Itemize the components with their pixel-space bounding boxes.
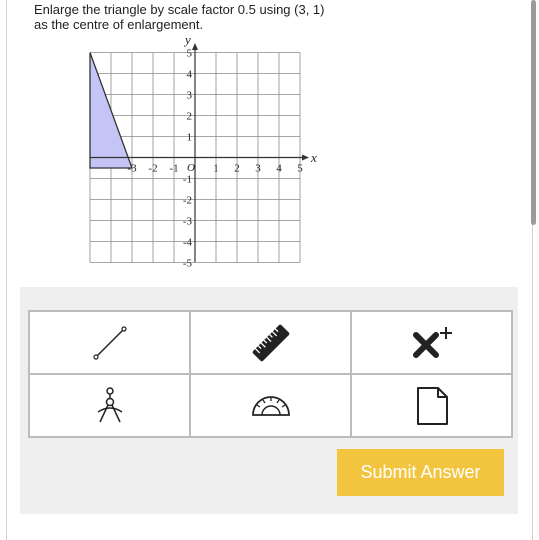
line-segment-icon [90,323,130,363]
line-tool-button[interactable] [30,312,189,373]
page-icon [414,385,450,427]
delete-tool-button[interactable] [352,312,511,373]
x-tick-label: 1 [213,162,219,175]
y-tick-label: 5 [186,47,192,60]
x-tick-label: 5 [297,162,303,175]
y-axis-arrow-icon [192,43,198,50]
protractor-tool-button[interactable] [191,375,350,436]
compass-tool-button[interactable] [30,375,189,436]
y-tick-label: -1 [182,173,192,186]
ruler-tool-button[interactable] [191,312,350,373]
y-tick-label: -5 [182,257,192,270]
x-tick-label: -2 [148,162,158,175]
tool-grid [28,310,513,438]
y-tick-label: -4 [182,236,192,249]
delete-cross-icon [408,323,456,363]
question-line-2: as the centre of enlargement. [34,17,204,32]
submit-answer-button[interactable]: Submit Answer [337,449,504,496]
origin-label: O [187,162,195,174]
y-axis-label: y [185,32,191,47]
question-line-1: Enlarge the triangle by scale factor 0.5 using (3, 1) [34,2,325,17]
x-tick-label: -3 [127,162,137,175]
x-tick-label: 3 [255,162,261,175]
x-tick-label: 2 [234,162,240,175]
x-axis-arrow-icon [302,155,309,161]
x-tick-label: -1 [169,162,179,175]
y-tick-label: 1 [186,131,192,144]
x-tick-labels [127,163,303,175]
x-axis-label: x [311,150,317,165]
protractor-icon [249,391,293,421]
y-tick-label: 4 [186,68,192,81]
y-tick-label: -2 [182,194,192,207]
y-tick-label: 2 [186,110,192,123]
y-tick-label: 3 [186,89,192,102]
y-tick-label: -3 [182,215,192,228]
blank-page-tool-button[interactable] [352,375,511,436]
y-tick-labels [183,48,193,270]
x-tick-label: 4 [276,162,282,175]
compass-icon [92,386,128,426]
ruler-icon [249,321,293,365]
